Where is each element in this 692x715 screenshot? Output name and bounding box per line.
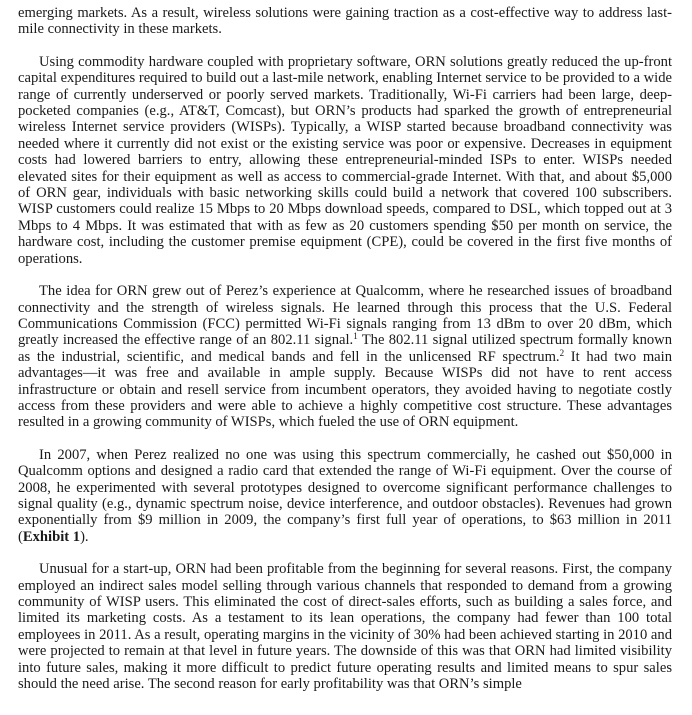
paragraph-4-text-b: ). <box>80 528 89 545</box>
document-page <box>18 0 672 708</box>
paragraph-3-text-c: It had two main advantages—it was free and available in ample supply. Because WISPs did not have to rent access infrastructure or obtain and resell service from incumbent operators, they avoided having to negotiate costly access from these providers and were able to achieve a highly competitive cost structure. These advantages resulted in a growing community of WISPs, which fueled the use of ORN equipment. <box>18 348 673 431</box>
paragraph-3 <box>18 283 672 431</box>
footnote-ref-1: 1 <box>353 331 358 342</box>
footnote-ref-2: 2 <box>559 347 565 358</box>
exhibit-reference: Exhibit 1 <box>22 528 81 545</box>
paragraph-4 <box>18 447 672 545</box>
paragraph-5: Unusual for a start-up, ORN had been profitable from the beginning for several reasons. First, the company employed an indirect sales model selling through various channels that responded to demand from a growing community of WISP users. This eliminated the cost of direct-sales efforts, such as building a sales force, and limited its marketing costs. As a testament to its lean operations, the company had fewer than 100 total employees in 2011. As a result, operating margins in the vicinity of 30% had been achieved starting in 2010 and were projected to remain at that level in future years. The downside of this was that ORN had limited visibility into future sales, making it more difficult to predict future operating results and limited means to spur sales should the need arise. The second reason for early profitability was that ORN’s simple <box>18 561 672 693</box>
paragraph-3-text-b: The 802.11 signal utilized spectrum formally known as the industrial, scientific, and medical bands and fell in the unlicensed RF spectrum. <box>18 332 673 365</box>
paragraph-3-text-a: The idea for ORN grew out of Perez’s experience at Qualcomm, where he researched issues of broadband connectivity and the strength of wireless signals. He learned through this process that the U.S. Federal Communications Commission (FCC) permitted Wi-Fi signals ranging from 13 dBm to over 20 dBm, which greatly increased the effective range of an 802.11 signal. <box>18 283 672 349</box>
paragraph-4-text-a: In 2007, when Perez realized no one was using this spectrum commercially, he cashed out $50,000 in Qualcomm options and designed a radio card that extended the range of Wi-Fi equipment. Over the course of 2008, he experimented with several prototypes designed to overcome significant performance challenges to signal quality (e.g., dynamic spectrum noise, device interference, and outdoor obstacles). Revenues had grown exponentially from $9 million in 2009, the company’s first full year of operations, to $63 million in 2011 ( <box>18 446 672 545</box>
paragraph-2: Using commodity hardware coupled with proprietary software, ORN solutions greatly reduced the up-front capital expenditures required to build out a last-mile network, enabling Internet service to be provided to a wide range of currently underserved or poorly served markets. Traditionally, Wi-Fi carriers had been large, deep-pocketed companies (e.g., AT&T, Comcast), but ORN’s products had sparked the growth of entrepreneurial wireless Internet service providers (WISPs). Typically, a WISP started because broadband connectivity was needed where it currently did not exist or the existing service was poor or expensive. Decreases in equipment costs had lowered barriers to entry, allowing these entrepreneurial-minded ISPs to enter. WISPs needed elevated sites for their equipment as well as access to commercial-grade Internet. With that, and about $5,000 of ORN gear, individuals with basic networking skills could build a network that covered 100 subscribers. WISP customers could realize 15 Mbps to 20 Mbps download speeds, compared to DSL, which topped out at 3 Mbps to 4 Mbps. It was estimated that with as few as 20 customers spending $50 per month on service, the hardware cost, including the customer premise equipment (CPE), could be covered in the first five months of operations. <box>18 53 672 267</box>
paragraph-1: emerging markets. As a result, wireless solutions were gaining traction as a cost-effective way to address last-mile connectivity in these markets. <box>18 5 672 38</box>
